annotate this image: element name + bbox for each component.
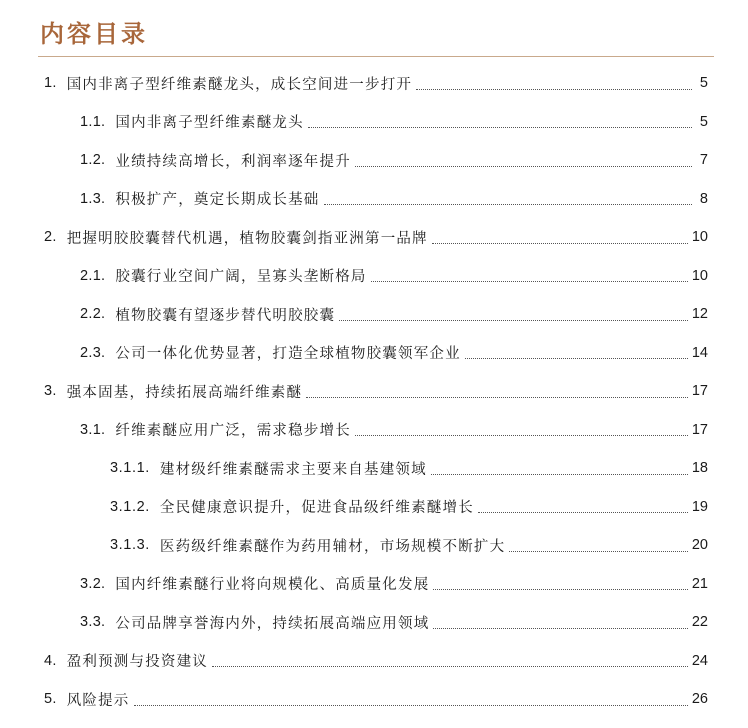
- toc-entry[interactable]: [0, 488, 748, 527]
- dot-leader: [212, 666, 688, 667]
- toc-entry-text: 公司品牌享誉海内外，持续拓展高端应用领域: [115, 615, 430, 632]
- toc-list: [0, 64, 748, 719]
- toc-entry[interactable]: [0, 565, 748, 604]
- toc-entry-page: 5: [699, 75, 708, 92]
- toc-entry[interactable]: [0, 334, 748, 373]
- dot-leader: [339, 320, 688, 321]
- dot-leader: [134, 705, 688, 706]
- toc-entry-number: 1.1.: [80, 113, 106, 130]
- toc-entry-text: 风险提示: [66, 692, 130, 709]
- dot-leader: [355, 166, 692, 167]
- toc-entry-number: 1.: [44, 75, 57, 92]
- toc-entry[interactable]: [0, 526, 748, 565]
- toc-entry[interactable]: [0, 218, 748, 257]
- toc-entry-number: 1.3.: [80, 190, 106, 207]
- dot-leader: [465, 358, 688, 359]
- toc-title: 内容目录: [40, 19, 148, 48]
- toc-entry-text: 全民健康意识提升，促进食品级纤维素醚增长: [159, 500, 474, 517]
- toc-entry-page: 21: [691, 575, 708, 592]
- toc-entry-number: 3.1.1.: [110, 460, 150, 477]
- toc-entry-number: 2.3.: [80, 344, 106, 361]
- toc-entry-text: 胶囊行业空间广阔，呈寡头垄断格局: [115, 269, 367, 286]
- toc-entry-page: 22: [691, 614, 708, 631]
- toc-entry-page: 10: [691, 229, 708, 246]
- toc-entry-text: 植物胶囊有望逐步替代明胶胶囊: [115, 307, 336, 324]
- dot-leader: [509, 551, 688, 552]
- toc-entry-text: 强本固基，持续拓展高端纤维素醚: [66, 384, 303, 401]
- dot-leader: [308, 127, 692, 128]
- toc-entry-page: 17: [691, 383, 708, 400]
- toc-entry[interactable]: [0, 603, 748, 642]
- toc-entry-number: 2.2.: [80, 306, 106, 323]
- toc-entry-text: 把握明胶胶囊替代机遇，植物胶囊剑指亚洲第一品牌: [66, 230, 428, 247]
- toc-entry[interactable]: [0, 449, 748, 488]
- dot-leader: [324, 204, 693, 205]
- dot-leader: [432, 243, 688, 244]
- dot-leader: [478, 512, 688, 513]
- toc-entry-page: 14: [691, 344, 708, 361]
- toc-entry[interactable]: [0, 411, 748, 450]
- toc-entry-page: 12: [691, 306, 708, 323]
- toc-entry[interactable]: [0, 680, 748, 719]
- toc-entry[interactable]: [0, 372, 748, 411]
- dot-leader: [433, 589, 687, 590]
- toc-entry-number: 3.1.3.: [110, 537, 150, 554]
- dot-leader: [416, 89, 692, 90]
- toc-entry[interactable]: [0, 295, 748, 334]
- dot-leader: [306, 397, 688, 398]
- toc-entry-text: 国内非离子型纤维素醚龙头，成长空间进一步打开: [66, 76, 413, 93]
- toc-entry-number: 3.1.2.: [110, 498, 150, 515]
- toc-entry-page: 10: [691, 267, 708, 284]
- toc-entry[interactable]: [0, 103, 748, 142]
- toc-entry-text: 医药级纤维素醚作为药用辅材，市场规模不断扩大: [159, 538, 506, 555]
- toc-entry-number: 3.: [44, 383, 57, 400]
- toc-entry-number: 5.: [44, 691, 57, 708]
- toc-entry-text: 国内非离子型纤维素醚龙头: [115, 115, 304, 132]
- toc-entry-page: 19: [691, 498, 708, 515]
- toc-entry[interactable]: [0, 180, 748, 219]
- toc-entry[interactable]: [0, 64, 748, 103]
- toc-entry[interactable]: [0, 141, 748, 180]
- dot-leader: [371, 281, 688, 282]
- toc-entry-number: 3.3.: [80, 614, 106, 631]
- toc-entry-page: 8: [699, 190, 708, 207]
- toc-entry-number: 4.: [44, 652, 57, 669]
- toc-entry-text: 积极扩产，奠定长期成长基础: [115, 192, 320, 209]
- toc-entry-page: 17: [691, 421, 708, 438]
- toc-entry-number: 1.2.: [80, 152, 106, 169]
- toc-entry-page: 5: [699, 113, 708, 130]
- toc-entry-text: 业绩持续高增长，利润率逐年提升: [115, 153, 351, 170]
- toc-entry-text: 盈利预测与投资建议: [66, 654, 209, 671]
- toc-entry[interactable]: [0, 257, 748, 296]
- toc-entry-page: 18: [691, 460, 708, 477]
- toc-entry-number: 3.2.: [80, 575, 106, 592]
- toc-entry-number: 3.1.: [80, 421, 106, 438]
- toc-entry-number: 2.: [44, 229, 57, 246]
- dot-leader: [433, 628, 687, 629]
- toc-entry-text: 公司一体化优势显著，打造全球植物胶囊领军企业: [115, 346, 461, 363]
- toc-entry-number: 2.1.: [80, 267, 106, 284]
- toc-entry-text: 纤维素醚应用广泛，需求稳步增长: [115, 423, 351, 440]
- toc-entry-text: 建材级纤维素醚需求主要来自基建领域: [159, 461, 427, 478]
- dot-leader: [355, 435, 688, 436]
- title-divider: [38, 56, 714, 57]
- toc-entry-page: 7: [699, 152, 708, 169]
- toc-entry[interactable]: [0, 642, 748, 681]
- toc-entry-text: 国内纤维素醚行业将向规模化、高质量化发展: [115, 577, 430, 594]
- toc-entry-page: 24: [691, 652, 708, 669]
- toc-entry-page: 20: [691, 537, 708, 554]
- toc-entry-page: 26: [691, 691, 708, 708]
- dot-leader: [431, 474, 688, 475]
